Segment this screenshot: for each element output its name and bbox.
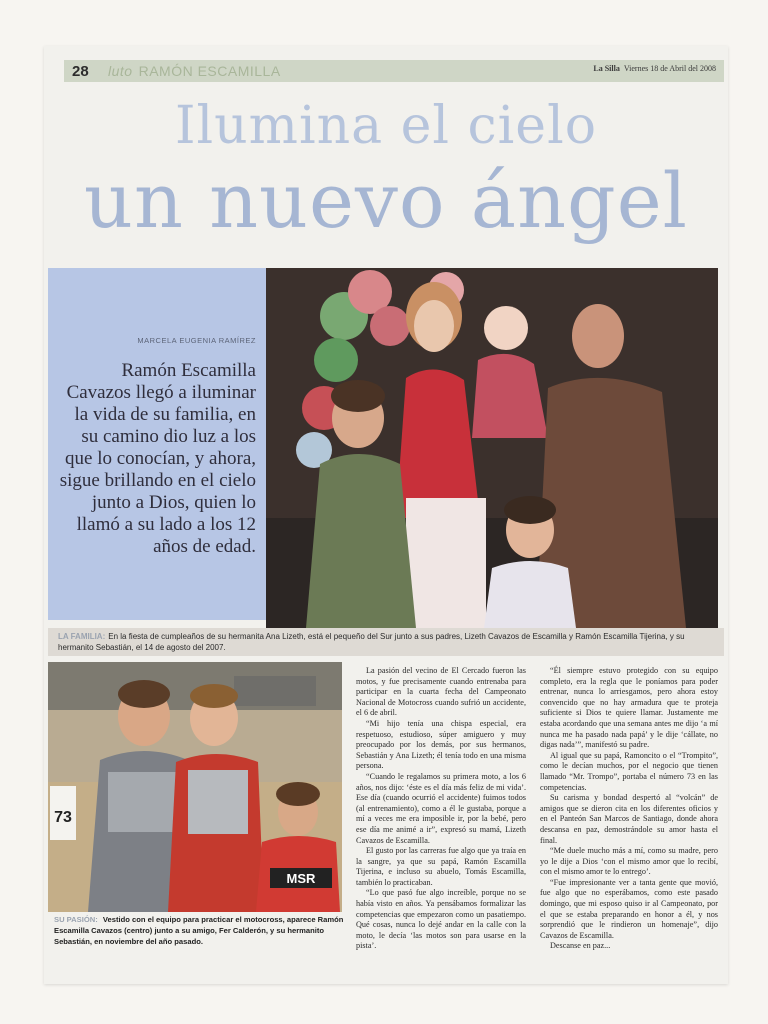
- paragraph: “Me duele mucho más a mí, como su madre, pero yo le dije a Dios ‘con el mismo amor que lo recibí, con el mismo amor te lo entrego’.: [540, 846, 718, 877]
- paper-info: [593, 64, 716, 73]
- family-photo: [266, 268, 718, 628]
- headline-line-1: Ilumina el cielo: [174, 96, 598, 156]
- jersey-text: MSR: [286, 871, 316, 886]
- issue-date: Viernes 18 de Abril del 2008: [623, 64, 716, 73]
- caption-text: En la fiesta de cumpleaños de su hermanita Ana Lizeth, está el pequeño del Sur junto a sus padres, Lizeth Cavazos de Escamilla y Ramón Escamilla Tijerina, y su hermanito Sebastián, el 14 de agosto del 2007.: [58, 632, 685, 652]
- paragraph: Su carisma y bondad despertó al “volcán” de amigos que se dieron cita en los diferentes oficios y en el Panteón San Marcos de Santiago, donde ahora descansa en paz, demostrándole su amor hasta el final.: [540, 793, 718, 845]
- section-title: [108, 63, 281, 79]
- newspaper-page: [44, 46, 728, 984]
- family-photo-illustration: [266, 268, 718, 628]
- article-column-2: [540, 666, 718, 952]
- lead-text: Ramón Escamilla Cavazos llegó a iluminar la vida de su familia, en su camino dio luz a los que lo conocían, y ahora, sigue brillando en el cielo junto a Dios, quien lo llamó a su lado a los 12 años de edad.: [59, 360, 256, 557]
- paragraph: Descanse en paz...: [550, 941, 611, 951]
- paragraph: Al igual que su papá, Ramoncito o el “Trompito”, como le decían muchos, por el negocio que tienen llamado “Mr. Trompo”, portaba el número 73 en las competencias.: [540, 750, 718, 792]
- article-column-1: [356, 666, 526, 952]
- lead-panel: [48, 268, 266, 620]
- caption-keyword: SU PASIÓN:: [54, 915, 98, 924]
- motocross-photo-caption: [54, 914, 344, 947]
- paragraph: “Cuando le regalamos su primera moto, a los 6 años, nos dijo: ‘éste es el día más feliz de mi vida’. Ese día (cuando ocurrió el accidente) fuimos todos (al entrenamiento), como a él le gustaba, porque a mí a veces me era imposible ir, por la bebé, pero ese día me animé a ir”, expresó su mamá, Lizeth Cavazos de Escamilla.: [356, 771, 526, 845]
- motocross-photo: [48, 662, 342, 912]
- paragraph: “Mi hijo tenía una chispa especial, era respetuoso, estudioso, súper amiguero y muy preocupado por los demás, por sus hermanos, Sebastián y Ana Lizeth; él tenía todo en una misma persona.: [356, 718, 526, 771]
- paragraph: El gusto por las carreras fue algo que ya traía en la sangre, ya que su papá, Ramón Escamilla Tijerina, e incluso su abuelo, Tomás Escamilla, también lo practicaban.: [356, 846, 526, 887]
- paragraph: “Él siempre estuvo protegido con su equipo completo, era la regla que le poníamos para poder entrenar, nunca lo arriesgamos, pero ahora estoy convencido que no hay armadura que te proteja suficiente si Dios te quiere llamar. Justamente me estaba acordando que una semana antes me dijo ‘a mí nunca me ha pasado nada papá’ y le dije ‘cállate, no digas nada’”, manifestó su padre.: [540, 666, 718, 750]
- race-number: 73: [54, 809, 72, 826]
- page-header: [64, 60, 724, 82]
- family-photo-caption: [48, 628, 724, 656]
- page-number: 28: [72, 62, 89, 80]
- caption-text: Vestido con el equipo para practicar el motocross, aparece Ramón Escamilla Cavazos (centro) junto a su amigo, Fer Calderón, y su hermanito Sebastián, en noviembre del año pasado.: [54, 915, 344, 946]
- paragraph: “Lo que pasó fue algo increíble, porque no se había visto en años. Ya pensábamos formalizar las competencias que empezaron como un pasatiempo. Qué cosas, nunca lo dejé andar en la calle con la moto, le decía ‘las motos son para usarse en la pista’.: [356, 888, 526, 951]
- paper-name: La Silla: [593, 64, 620, 73]
- caption-keyword: LA FAMILIA:: [58, 632, 106, 641]
- headline-line-2: un nuevo ángel: [84, 156, 688, 245]
- motocross-photo-illustration: [48, 662, 342, 912]
- section-label: luto: [108, 63, 133, 79]
- byline: MARCELA EUGENIA RAMÍREZ: [137, 336, 256, 345]
- section-name: RAMÓN ESCAMILLA: [138, 63, 281, 79]
- paragraph: “Fue impresionante ver a tanta gente que movió, fue algo que no esperábamos, como este pasado domingo, que mi esposo quiso ir al Campeonato, por el que se estaba preparando en honor a él, y nos sorprendió que le rindieron un homenaje”, dijo Cavazos de Escamilla.: [540, 877, 718, 940]
- paragraph: La pasión del vecino de El Cercado fueron las motos, y fue precisamente cuando entrenaba para participar en la cuarta fecha del Campeonato Nacional de Motocross cuando sufrió un accidente, el 6 de abril.: [356, 666, 526, 718]
